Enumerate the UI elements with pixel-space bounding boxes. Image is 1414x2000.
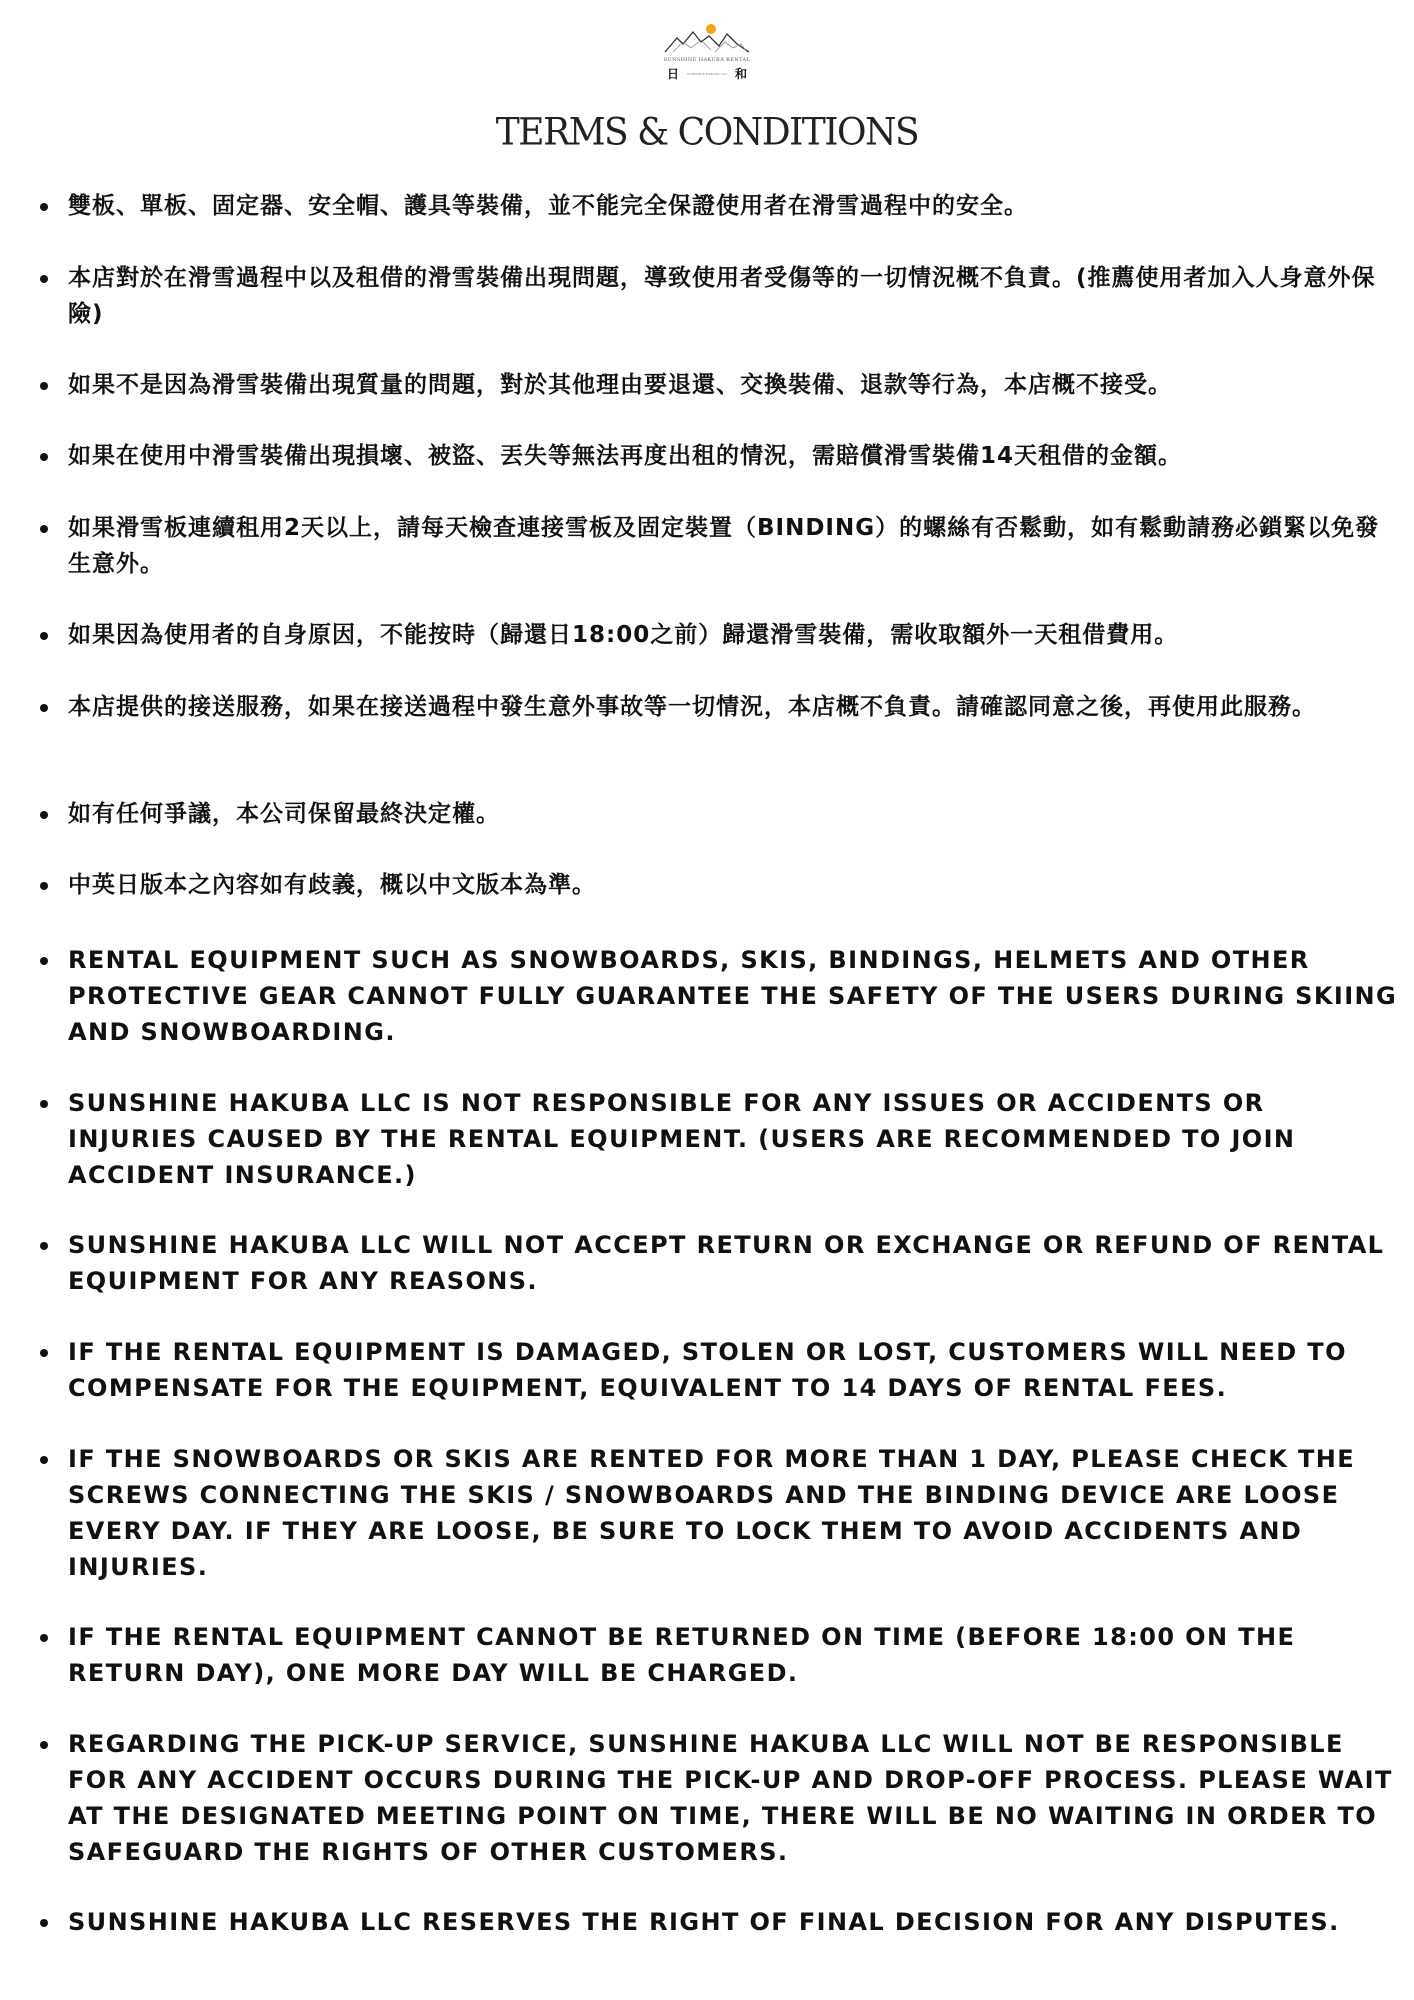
term-text: RENTAL EQUIPMENT SUCH AS SNOWBOARDS, SKIS, BINDINGS, HELMETS AND OTHER PROTECTIVE GEAR CANNOT FULLY GUARANTEE THE SAFETY OF THE USERS DURING SKIING AND SNOWBOARDING. [68, 946, 1398, 1046]
bullet-icon [40, 704, 48, 712]
bullet-icon [40, 1456, 48, 1464]
term-item-zh-9 [68, 867, 1398, 903]
term-item-en-5 [68, 1441, 1398, 1585]
bullet-icon [40, 957, 48, 965]
term-item-en-8 [68, 1904, 1398, 1940]
term-item-en-1 [68, 942, 1398, 1050]
term-item-en-6 [68, 1619, 1398, 1691]
term-item-zh-7 [68, 689, 1398, 725]
bullet-icon [40, 1100, 48, 1108]
term-text: 如果因為使用者的自身原因，不能按時（歸還日18:00之前）歸還滑雪裝備，需收取額外一天租借費用。 [68, 622, 1179, 648]
bullet-icon [40, 1242, 48, 1250]
term-text: SUNSHINE HAKUBA LLC RESERVES THE RIGHT OF FINAL DECISION FOR ANY DISPUTES. [68, 1908, 1340, 1936]
bullet-icon [40, 275, 48, 283]
term-text: 中英日版本之內容如有歧義，概以中文版本為準。 [68, 872, 596, 898]
term-item-zh-6 [68, 617, 1398, 653]
bullet-icon [40, 453, 48, 461]
term-text: SUNSHINE HAKUBA LLC IS NOT RESPONSIBLE FOR ANY ISSUES OR ACCIDENTS OR INJURIES CAUSED BY THE RENTAL EQUIPMENT. (USERS ARE RECOMMENDED TO JOIN ACCIDENT INSURANCE.) [68, 1089, 1296, 1189]
bullet-icon [40, 1349, 48, 1357]
term-text: 如果不是因為滑雪裝備出現質量的問題，對於其他理由要退還、交換裝備、退款等行為，本店概不接受。 [68, 372, 1172, 398]
page-title: TERMS & CONDITIONS [495, 111, 919, 154]
term-item-en-2 [68, 1085, 1398, 1193]
bullet-icon [40, 1919, 48, 1927]
logo-kanji-middle: SUNSHINE HAKUBA LLC [687, 71, 727, 76]
term-text: 雙板、單板、固定器、安全帽、護具等裝備，並不能完全保證使用者在滑雪過程中的安全。 [68, 193, 1028, 219]
bullet-icon [40, 525, 48, 533]
bullet-icon [40, 882, 48, 890]
bullet-icon [40, 632, 48, 640]
bullet-icon [40, 1634, 48, 1642]
term-text: IF THE RENTAL EQUIPMENT IS DAMAGED, STOLEN OR LOST, CUSTOMERS WILL NEED TO COMPENSATE FOR THE EQUIPMENT, EQUIVALENT TO 14 DAYS OF RENTAL FEES. [68, 1338, 1347, 1402]
term-item-zh-2 [68, 260, 1398, 332]
term-text: 如果滑雪板連續租用2天以上，請每天檢查連接雪板及固定裝置（BINDING）的螺絲有否鬆動，如有鬆動請務必鎖緊以免發生意外。 [68, 515, 1380, 577]
term-text: REGARDING THE PICK-UP SERVICE, SUNSHINE HAKUBA LLC WILL NOT BE RESPONSIBLE FOR ANY ACCIDENT OCCURS DURING THE PICK-UP AND DROP-OFF PROCESS. PLEASE WAIT AT THE DESIGNATED MEETING POINT ON TIME, THERE WILL BE NO WAITING IN ORDER TO SAFEGUARD THE RIGHTS OF OTHER CUSTOMERS. [68, 1730, 1393, 1866]
bullet-icon [40, 382, 48, 390]
bullet-icon [40, 203, 48, 211]
term-text: SUNSHINE HAKUBA LLC WILL NOT ACCEPT RETURN OR EXCHANGE OR REFUND OF RENTAL EQUIPMENT FOR ANY REASONS. [68, 1231, 1385, 1295]
logo-kanji-left: 日 [667, 67, 680, 81]
logo-brand-text: SUNSHINE HAKUBA RENTAL [663, 57, 751, 63]
term-text: 本店對於在滑雪過程中以及租借的滑雪裝備出現問題，導致使用者受傷等的一切情況概不負責。(推薦使用者加入人身意外保險) [68, 265, 1376, 327]
bullet-icon [40, 1741, 48, 1749]
term-text: IF THE RENTAL EQUIPMENT CANNOT BE RETURNED ON TIME (BEFORE 18:00 ON THE RETURN DAY), ONE MORE DAY WILL BE CHARGED. [68, 1623, 1296, 1687]
bullet-icon [40, 811, 48, 819]
term-item-zh-8 [68, 796, 1398, 832]
term-item-zh-1 [68, 188, 1398, 224]
term-item-zh-3 [68, 367, 1398, 403]
term-item-en-4 [68, 1334, 1398, 1406]
logo-kanji-right: 和 [734, 67, 747, 81]
term-item-en-7 [68, 1726, 1398, 1870]
term-text: 如有任何爭議，本公司保留最終決定權。 [68, 801, 500, 827]
term-item-zh-4 [68, 438, 1398, 474]
term-text: 如果在使用中滑雪裝備出現損壞、被盜、丟失等無法再度出租的情況，需賠償滑雪裝備14天租借的金額。 [68, 443, 1183, 469]
term-item-zh-5 [68, 510, 1398, 582]
term-text: IF THE SNOWBOARDS OR SKIS ARE RENTED FOR MORE THAN 1 DAY, PLEASE CHECK THE SCREWS CONNECTING THE SKIS / SNOWBOARDS AND THE BINDING DEVICE ARE LOOSE EVERY DAY. IF THEY ARE LOOSE, BE SURE TO LOCK THEM TO AVOID ACCIDENTS AND INJURIES. [68, 1445, 1356, 1581]
term-text: 本店提供的接送服務，如果在接送過程中發生意外事故等一切情況，本店概不負責。請確認同意之後，再使用此服務。 [68, 694, 1316, 720]
term-item-en-3 [68, 1227, 1398, 1299]
